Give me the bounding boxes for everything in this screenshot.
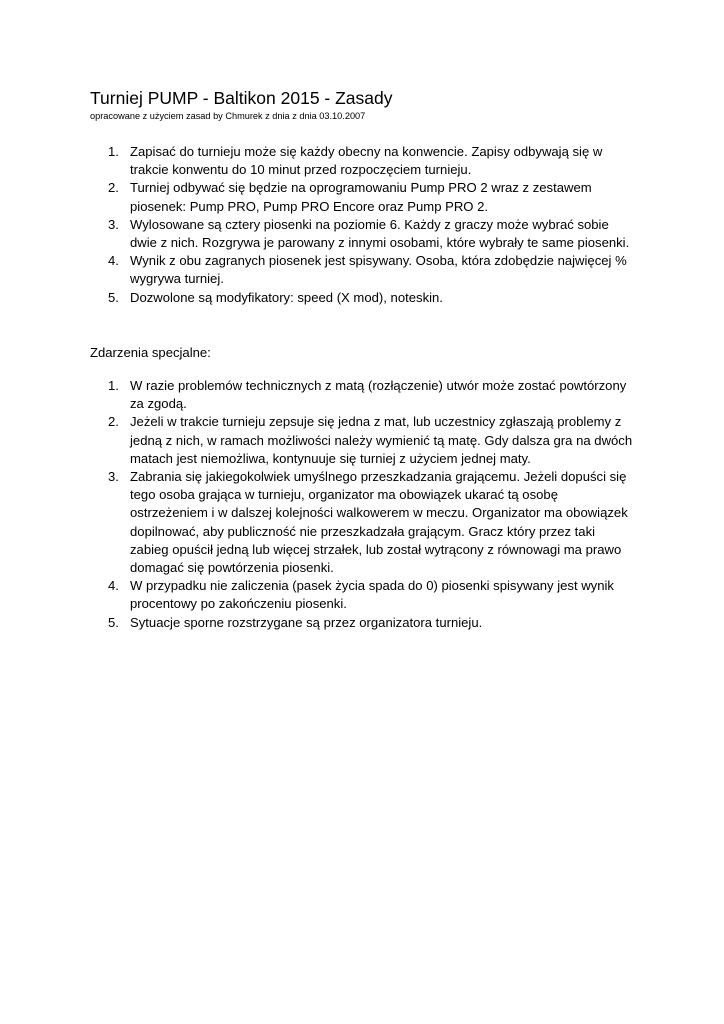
list-item-number: 1.	[108, 144, 119, 159]
list-item-text: W razie problemów technicznych z matą (rozłączenie) utwór może zostać powtórzony za zgodą.	[130, 378, 627, 412]
rules-list	[90, 143, 635, 307]
list-item-text: Wynik z obu zagranych piosenek jest spisywany. Osoba, która zdobędzie najwięcej % wygrywa turniej.	[130, 253, 627, 287]
list-item-text: Turniej odbywać się będzie na oprogramowaniu Pump PRO 2 wraz z zestawem piosenek: Pump PRO, Pump PRO Encore oraz Pump PRO 2.	[130, 180, 592, 214]
special-rules-list	[90, 377, 635, 632]
list-item-number: 2.	[108, 180, 119, 196]
list-item-text: Wylosowane są cztery piosenki na poziomie 6. Każdy z graczy może wybrać sobie dwie z nich. Rozgrywa je parowany z innymi osobami, które wybrały te same piosenki.	[130, 216, 630, 251]
list-item-text: Zabrania się jakiegokolwiek umyślnego przeszkadzania grającemu. Jeżeli dopuści się tego osoba grająca w turnieju, organizator ma obowiązek ukarać tą osobę ostrzeżeniem i w dalszej kolejności walkowerem w meczu. Organizator ma obowiązek dopilnować, aby publiczność nie przeszkadzała grającym. Gracz który przez taki zabieg opuścił jedną lub więcej strzałek, lub został wytrącony z równowagi ma prawo domagać się powtórzenia piosenki.	[130, 469, 628, 576]
list-item	[90, 577, 635, 613]
list-item	[90, 614, 635, 632]
list-item	[90, 143, 635, 179]
list-item-number: 3.	[108, 469, 119, 485]
special-events-heading: Zdarzenia specjalne:	[90, 345, 211, 360]
list-item	[90, 468, 635, 577]
list-item-number: 3.	[108, 216, 119, 232]
document-title: Turniej PUMP - Baltikon 2015 - Zasady	[90, 88, 393, 108]
list-item	[90, 216, 635, 252]
list-item-text: Sytuacje sporne rozstrzygane są przez organizatora turnieju.	[130, 614, 483, 630]
list-item	[90, 252, 635, 288]
list-item-number: 5.	[108, 614, 119, 630]
list-item-number: 1.	[108, 378, 119, 393]
list-item-number: 5.	[108, 289, 119, 305]
list-item-text: Zapisać do turnieju może się każdy obecny na konwencie. Zapisy odbywają się w trakcie konwentu do 10 minut przed rozpoczęciem turnieju.	[130, 144, 603, 178]
list-item	[90, 377, 635, 413]
document-subtitle: opracowane z użyciem zasad by Chmurek z dnia z dnia 03.10.2007	[90, 111, 366, 121]
list-item-number: 4.	[108, 253, 119, 269]
list-item	[90, 413, 635, 468]
list-item-text: W przypadku nie zaliczenia (pasek życia spada do 0) piosenki spisywany jest wynik procentowy po zakończeniu piosenki.	[130, 578, 614, 612]
list-item	[90, 289, 635, 307]
list-item-number: 2.	[108, 414, 119, 430]
list-item-text: Dozwolone są modyfikatory: speed (X mod), noteskin.	[130, 289, 443, 305]
list-item	[90, 179, 635, 215]
list-item-number: 4.	[108, 578, 119, 594]
list-item-text: Jeżeli w trakcie turnieju zepsuje się jedna z mat, lub uczestnicy zgłaszają problemy z jedną z nich, w ramach możliwości należy wymienić tą matę. Gdy dalsza gra na dwóch matach jest niemożliwa, kontynuuje się turniej z użyciem jednej maty.	[130, 414, 633, 466]
